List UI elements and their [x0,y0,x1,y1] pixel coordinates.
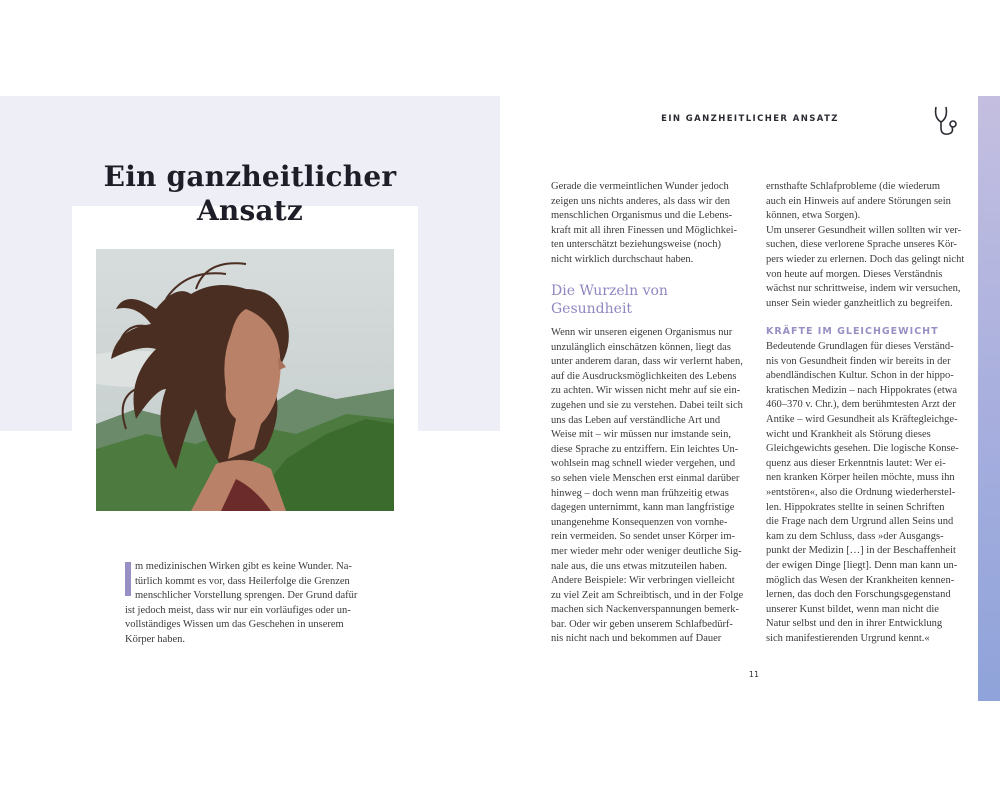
section-heading [551,283,741,318]
intro-line: ist jedoch meist, dass wir nur ein vorläufiges oder un- [125,604,351,616]
woman-portrait-illustration [96,249,394,511]
body-text-line: abendländischen Kultur. Schon in der hippo- [766,370,954,382]
body-text-line: unangenehme Konsequenzen von vornhe- [551,516,728,528]
body-text-line: rein vermeiden. So sendet unser Körper im- [551,531,735,543]
section-heading-line-1: Die Wurzeln von [551,283,668,299]
body-text-line: die Frage nach dem Urgrund allen Seins und [766,516,954,528]
body-text-line: unter anderem daran, dass wir verlernt haben, [551,356,743,368]
body-text-line: »entstören«, also die Ordnung wiederherstel- [766,486,956,498]
body-text-line: wicht und Krankheit als Störung dieses [766,428,931,440]
intro-line: vollständiges Wissen um das Geschehen in unserem [125,619,344,631]
page-title [60,160,440,228]
subheading: KRÄFTE IM GLEICHGEWICHT [766,326,939,337]
body-text-line: ten unterschätzt beziehungsweise (noch) [551,239,721,251]
stethoscope-icon [930,104,960,138]
text-column-1-top [551,180,741,268]
body-text-line: bar. Oder wir geben unserem Schlafbedürf- [551,618,733,630]
body-text-line: unserer Kunst bildet, wenn man nicht die [766,603,939,615]
body-text-line: möglich das Wesen der Krankheiten kennen- [766,574,955,586]
body-text-line: wohlsein mag schnell wieder vergehen, und [551,458,736,470]
woman-portrait-photo [96,249,394,511]
body-text-line: dagegen unternimmt, kann man langfristige [551,502,735,514]
body-text-line: lernen, das doch den Forschungsgegenstand [766,589,951,601]
body-text-line: uns das Leben auf verständliche Art und [551,414,721,426]
body-text-line: quenz aus dieser Erkenntnis lautet: Wer ei- [766,457,946,469]
body-text-line: auf die Ausdrucksmöglichkeiten des Lebens [551,370,737,382]
body-text-line: pers wieder zu erlernen. Doch das gelingt nicht [766,253,965,265]
text-column-1-bottom [551,326,744,647]
body-text-line: können, etwa Sorgen). [766,210,861,222]
body-text-line: kam zu dem Schluss, dass »der Ausgangs- [766,530,944,542]
body-text-line: zu achten. Wir wissen nicht mehr auf sie ein- [551,385,741,397]
chapter-color-strip [978,96,1000,701]
body-text-line: sich manifestierenden Urgrund kennt.« [766,632,930,644]
body-text-line: suchen, diese verlorene Sprache unseres Kör- [766,239,958,251]
body-text-line: punkt der Medizin […] in der Beschaffenheit [766,545,956,557]
body-text-line: hinweg – doch wenn man frühzeitig etwas [551,487,729,499]
body-text-line: Weise mit – wir müssen nur imstande sein, [551,429,731,441]
body-text-line: 460–370 v. Chr.), dem berühmtesten Arzt der [766,399,956,411]
body-text-line: Natur selbst und den in ihrer Entwicklung [766,618,943,630]
body-text-line: Gleichgewichts gesehen. Die logische Konse- [766,443,959,455]
intro-line: türlich kommt es vor, dass Heilerfolge die Grenzen [135,575,350,587]
body-text-line: zeigen uns nichts anderes, als dass wir den [551,195,731,207]
body-text-line: wächst nur schrittweise, indem wir versuchen, [766,283,961,295]
body-text-line: mer wieder mehr oder weniger deutliche Sig- [551,545,742,557]
body-text-line: kraft mit all ihren Finessen und Möglichkei- [551,224,738,236]
body-text-line: Gerade die vermeintlichen Wunder jedoch [551,181,729,192]
body-text-line: von heute auf morgen. Dieses Verständnis [766,268,943,280]
body-text-line: Wenn wir unseren eigenen Organismus nur [551,327,733,338]
body-text-line: len. Hippokrates stellte in seinen Schriften [766,501,945,513]
page-title-line-1: Ein ganzheitlicher [103,160,397,193]
body-text-line: der ewigen Dinge [liegt]. Denn man kann un- [766,559,958,571]
body-text-line: nicht wirklich durchschaut haben. [551,253,694,265]
body-text-line: nale aus, die uns etwas mitzuteilen haben. [551,560,728,572]
body-text-line: Antike – wird Gesundheit als Kräftegleichge- [766,413,958,425]
body-text-line: kratischen Medizin – nach Hippokrates (etwa [766,384,957,396]
body-text-line: nis von Gesundheit finden wir bereits in der [766,355,951,367]
intro-line: menschlicher Vorstellung sprengen. Der Grund dafür [135,590,358,602]
body-text-line: nen kranken Körper heilen möchte, muss ihn [766,472,955,484]
intro-line: m medizinischen Wirken gibt es keine Wunder. Na- [135,561,352,572]
body-text-line: zugehen und sie zu verstehen. Dabei teilt sich [551,399,743,411]
body-text-line: Bedeutende Grundlagen für dieses Verständ- [766,341,954,352]
body-text-line: machen sich Nackenverspannungen bemerk- [551,604,740,616]
intro-paragraph [125,560,370,648]
body-text-line: nis nicht nach und bekommen auf Dauer [551,633,722,645]
page-title-line-2: Ansatz [196,194,304,227]
body-text-line: so sehen viele Menschen erst einmal darüber [551,472,740,484]
body-text-line: unser Sein wieder ganzheitlich zu begreifen. [766,297,953,309]
body-text-line: Andere Beispiele: Wir verbringen vielleicht [551,575,735,587]
page-number: 11 [748,670,760,679]
intro-line: Körper haben. [125,633,186,645]
body-text-line: diese Sprache zu entziffern. Ein leichtes Un- [551,443,739,455]
body-text-line: menschlichen Organismus und die Lebens- [551,210,733,222]
section-heading-line-2: Gesundheit [551,300,633,317]
text-column-2-bottom [766,340,966,646]
body-text-line: ernsthafte Schlafprobleme (die wiederum [766,181,941,192]
body-text-line: unzulänglich einschätzen können, liegt das [551,341,731,353]
body-text-line: Um unserer Gesundheit willen sollten wir ver- [766,224,962,236]
text-column-2-top [766,180,966,311]
body-text-line: zu viel Zeit am Schreibtisch, und in der Folge [551,589,744,601]
running-head: EIN GANZHEITLICHER ANSATZ [661,114,839,124]
body-text-line: auch ein Hinweis auf andere Störungen sein [766,195,951,207]
